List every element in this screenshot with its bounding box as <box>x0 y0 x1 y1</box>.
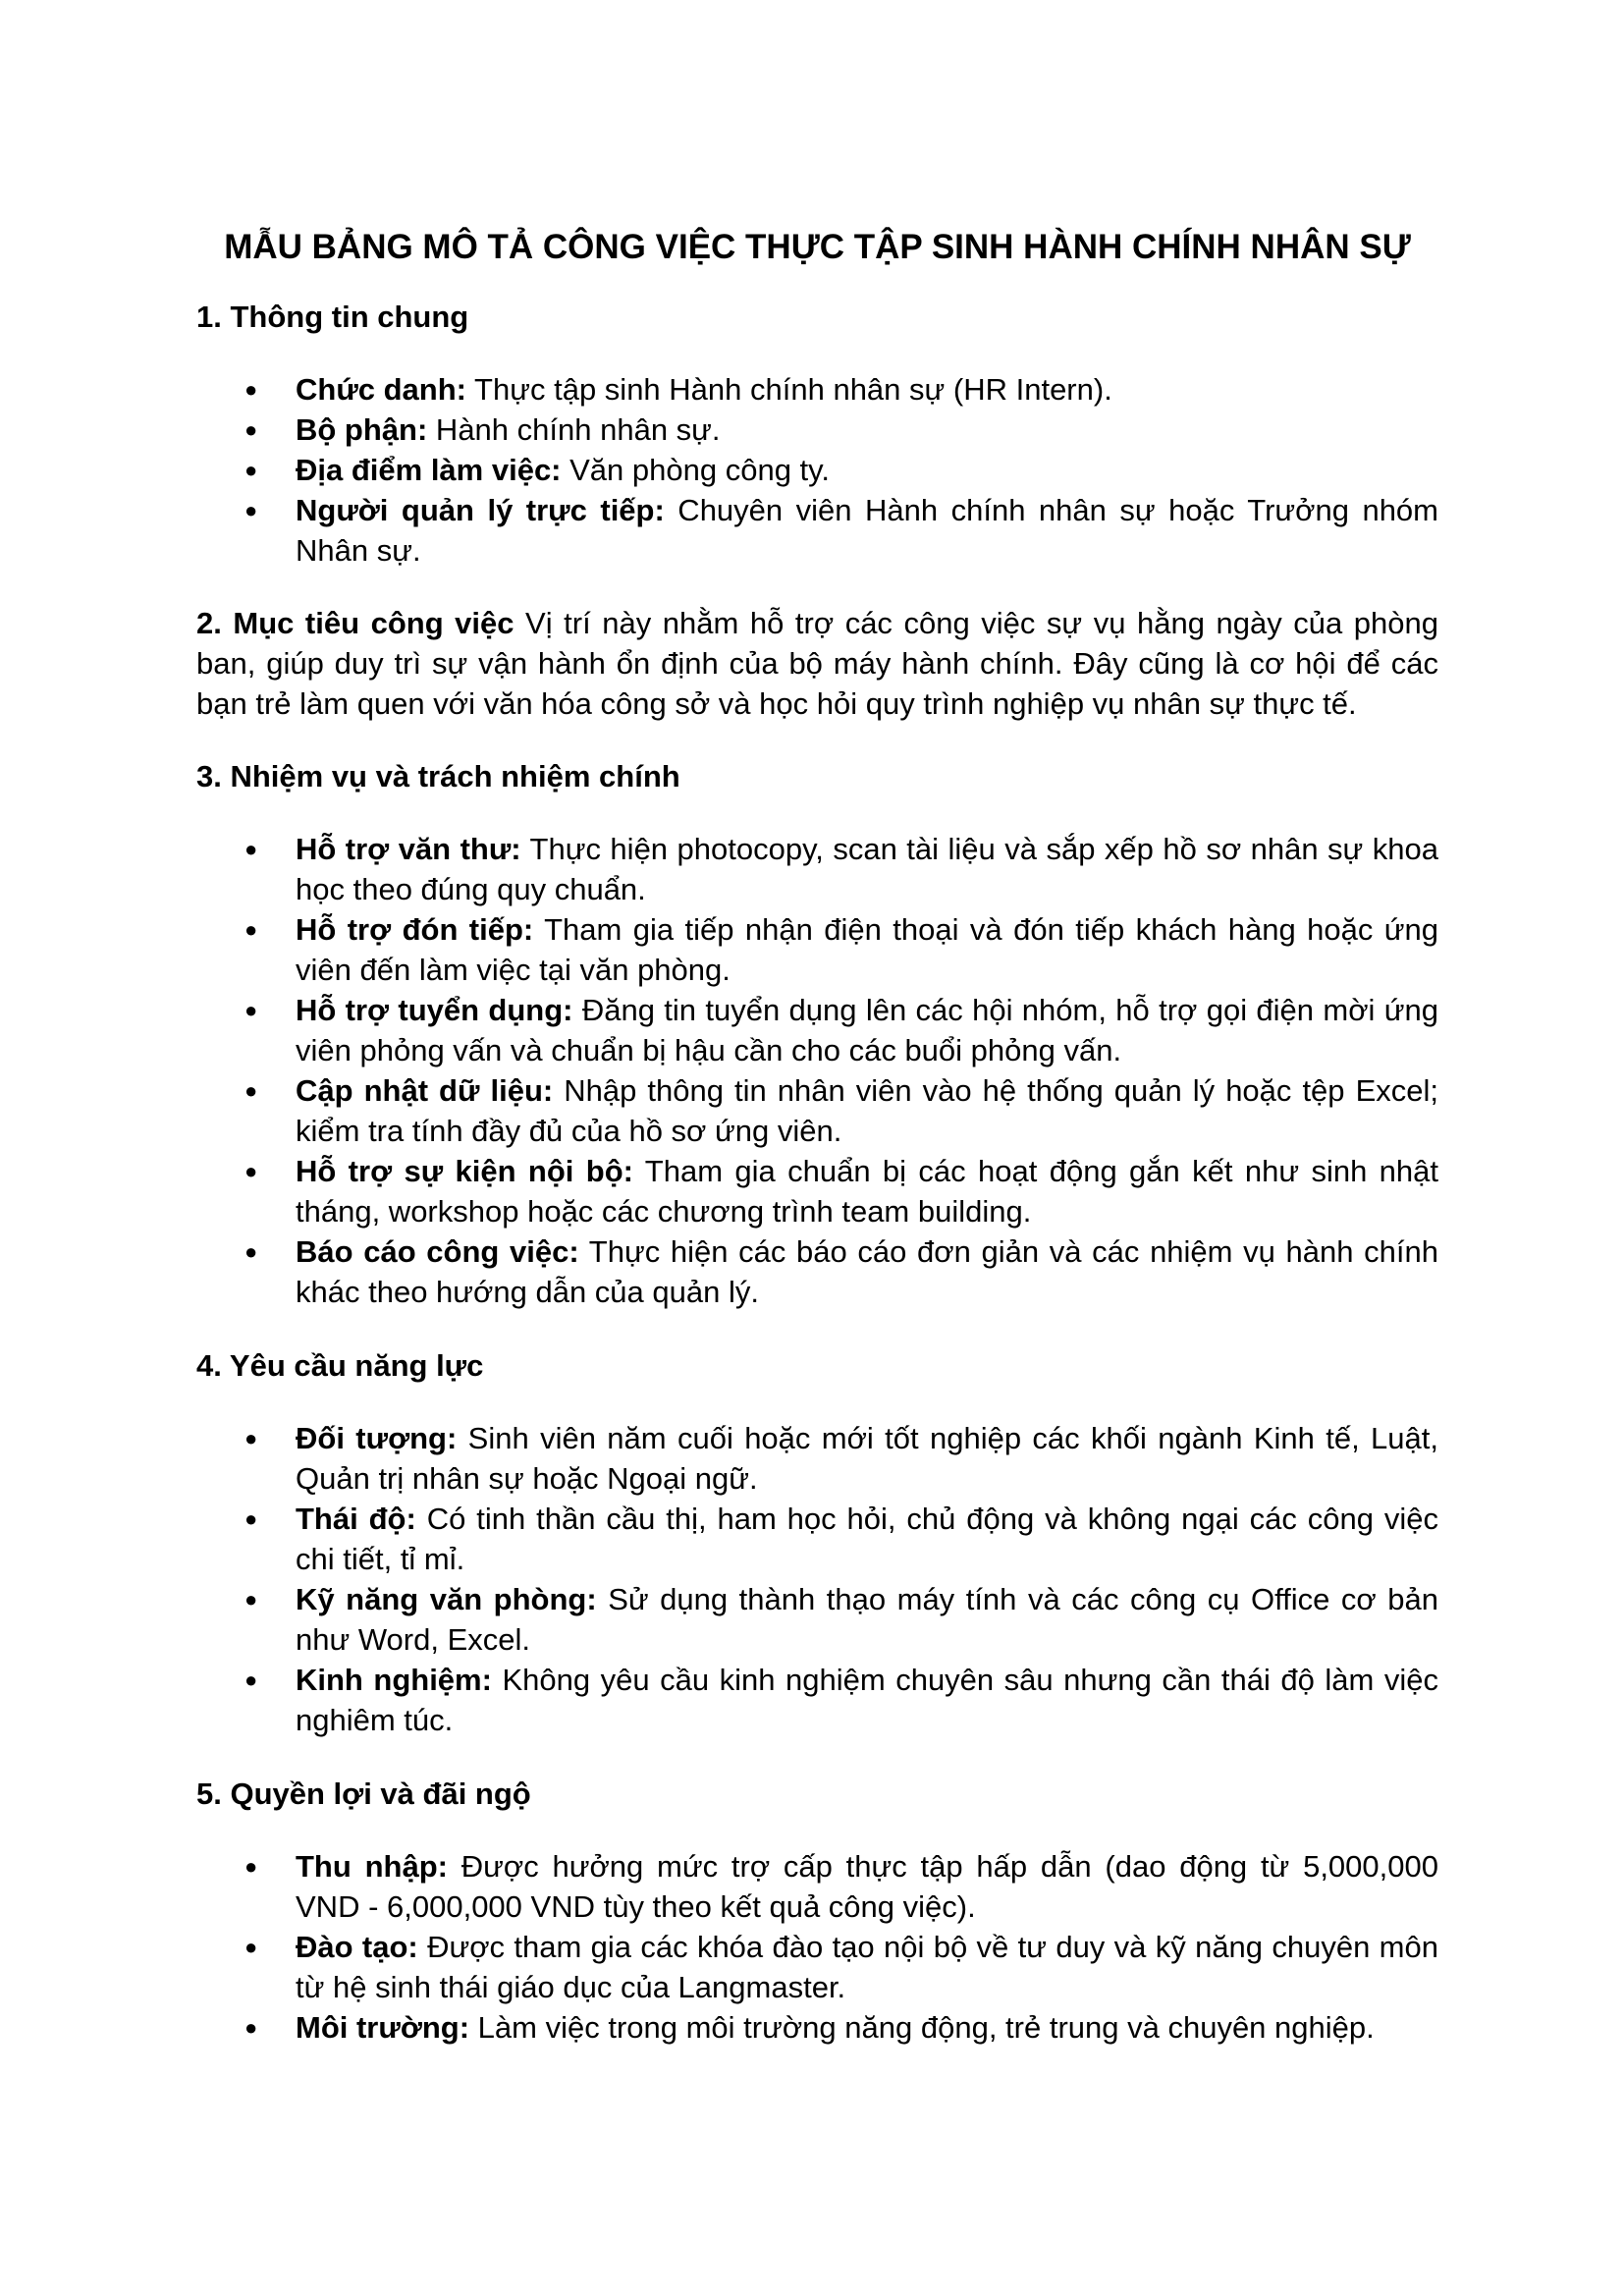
item-term: Đào tạo: <box>296 1930 418 1964</box>
section-heading-requirements: 4. Yêu cầu năng lực <box>196 1348 484 1383</box>
item-term: Kỹ năng văn phòng: <box>296 1582 597 1616</box>
list-item <box>196 410 1438 450</box>
section-heading-general-info: 1. Thông tin chung <box>196 300 469 334</box>
bullet-icon: ● <box>244 458 258 482</box>
list-item <box>196 490 1438 571</box>
item-term: Môi trường: <box>296 2010 470 2045</box>
item-text: Sinh viên năm cuối hoặc mới tốt nghiệp các khối ngành Kinh tế, Luật, Quản trị nhân sự hoặc Ngoại ngữ. <box>296 1421 1438 1496</box>
list-item <box>196 1418 1438 1499</box>
item-term: Kinh nghiệm: <box>296 1663 492 1697</box>
list-item <box>196 909 1438 990</box>
item-text: Thực hiện photocopy, scan tài liệu và sắp xếp hồ sơ nhân sự khoa học theo đúng quy chuẩn. <box>296 832 1438 906</box>
list-item <box>196 1927 1438 2007</box>
item-text: Sử dụng thành thạo máy tính và các công cụ Office cơ bản như Word, Excel. <box>296 1582 1438 1657</box>
bullet-icon: ● <box>244 1506 258 1531</box>
requirements-list <box>196 1418 1438 1740</box>
list-item <box>196 1846 1438 1927</box>
item-term: Cập nhật dữ liệu: <box>296 1073 554 1108</box>
item-term: Báo cáo công việc: <box>296 1234 579 1269</box>
item-term: Bộ phận: <box>296 412 428 447</box>
bullet-icon: ● <box>244 837 258 861</box>
item-text: Văn phòng công ty. <box>561 453 830 487</box>
bullet-icon: ● <box>244 917 258 942</box>
list-item <box>196 1579 1438 1660</box>
item-text: Nhập thông tin nhân viên vào hệ thống quản lý hoặc tệp Excel; kiểm tra tính đầy đủ của hồ sơ ứng viên. <box>296 1073 1438 1148</box>
bullet-icon: ● <box>244 1667 258 1692</box>
section-heading-benefits: 5. Quyền lợi và đãi ngộ <box>196 1777 531 1811</box>
bullet-icon: ● <box>244 1159 258 1183</box>
list-item <box>196 990 1438 1070</box>
item-text: Thực hiện các báo cáo đơn giản và các nhiệm vụ hành chính khác theo hướng dẫn của quản lý. <box>296 1234 1439 1309</box>
bullet-icon: ● <box>244 998 258 1022</box>
item-term: Thái độ: <box>296 1502 416 1536</box>
bullet-icon: ● <box>244 377 258 402</box>
section-heading-duties: 3. Nhiệm vụ và trách nhiệm chính <box>196 759 680 793</box>
list-item <box>196 829 1438 909</box>
document-title: MẪU BẢNG MÔ TẢ CÔNG VIỆC THỰC TẬP SINH HÀNH CHÍNH NHÂN SỰ <box>224 228 1411 266</box>
item-term: Người quản lý trực tiếp: <box>296 493 665 527</box>
item-text: Không yêu cầu kinh nghiệm chuyên sâu nhưng cần thái độ làm việc nghiêm túc. <box>296 1663 1438 1737</box>
bullet-icon: ● <box>244 1078 258 1103</box>
item-text: Có tinh thần cầu thị, ham học hỏi, chủ động và không ngại các công việc chi tiết, tỉ mỉ. <box>296 1502 1438 1576</box>
item-term: Địa điểm làm việc: <box>296 453 562 487</box>
bullet-icon: ● <box>244 1239 258 1264</box>
item-text: Làm việc trong môi trường năng động, trẻ trung và chuyên nghiệp. <box>469 2010 1375 2045</box>
item-term: Hỗ trợ đón tiếp: <box>296 912 534 947</box>
item-text: Chuyên viên Hành chính nhân sự hoặc Trưởng nhóm Nhân sự. <box>296 493 1438 568</box>
item-term: Hỗ trợ văn thư: <box>296 832 521 866</box>
item-term: Hỗ trợ tuyển dụng: <box>296 993 573 1027</box>
bullet-icon: ● <box>244 1587 258 1612</box>
bullet-icon: ● <box>244 2015 258 2040</box>
list-item <box>196 450 1438 490</box>
item-text: Tham gia tiếp nhận điện thoại và đón tiếp khách hàng hoặc ứng viên đến làm việc tại văn phòng. <box>296 912 1438 987</box>
bullet-icon: ● <box>244 498 258 522</box>
bullet-icon: ● <box>244 1935 258 1959</box>
list-item <box>196 2007 1438 2048</box>
section-heading-job-objective: 2. Mục tiêu công việc <box>196 606 514 640</box>
duties-list <box>196 829 1438 1312</box>
item-text: Tham gia chuẩn bị các hoạt động gắn kết như sinh nhật tháng, workshop hoặc các chương trình team building. <box>296 1154 1439 1229</box>
bullet-icon: ● <box>244 1854 258 1879</box>
item-term: Chức danh: <box>296 372 466 407</box>
job-objective-paragraph <box>196 603 1438 724</box>
bullet-icon: ● <box>244 1426 258 1450</box>
list-item <box>196 369 1438 410</box>
item-text: Được tham gia các khóa đào tạo nội bộ về tư duy và kỹ năng chuyên môn từ hệ sinh thái giáo dục của Langmaster. <box>296 1930 1438 2004</box>
job-objective-text: Vị trí này nhằm hỗ trợ các công việc sự vụ hằng ngày của phòng ban, giúp duy trì sự vận hành ổn định của bộ máy hành chính. Đây cũng là cơ hội để các bạn trẻ làm quen với văn hóa công sở và học hỏi quy trình nghiệp vụ nhân sự thực tế. <box>196 606 1438 721</box>
item-text: Đăng tin tuyển dụng lên các hội nhóm, hỗ trợ gọi điện mời ứng viên phỏng vấn và chuẩn bị hậu cần cho các buổi phỏng vấn. <box>296 993 1438 1067</box>
list-item <box>196 1499 1438 1579</box>
list-item <box>196 1151 1438 1231</box>
item-text: Được hưởng mức trợ cấp thực tập hấp dẫn (dao động từ 5,000,000 VND - 6,000,000 VND tùy theo kết quả công việc). <box>296 1849 1438 1924</box>
list-item <box>196 1070 1438 1151</box>
bullet-icon: ● <box>244 417 258 442</box>
item-text: Thực tập sinh Hành chính nhân sự (HR Intern). <box>466 372 1112 407</box>
list-item <box>196 1660 1438 1740</box>
document-page <box>196 226 1438 2048</box>
item-term: Thu nhập: <box>296 1849 448 1884</box>
item-term: Hỗ trợ sự kiện nội bộ: <box>296 1154 633 1188</box>
list-item <box>196 1231 1438 1312</box>
benefits-list <box>196 1846 1438 2048</box>
general-info-list <box>196 369 1438 571</box>
item-text: Hành chính nhân sự. <box>427 412 721 447</box>
item-term: Đối tượng: <box>296 1421 458 1455</box>
